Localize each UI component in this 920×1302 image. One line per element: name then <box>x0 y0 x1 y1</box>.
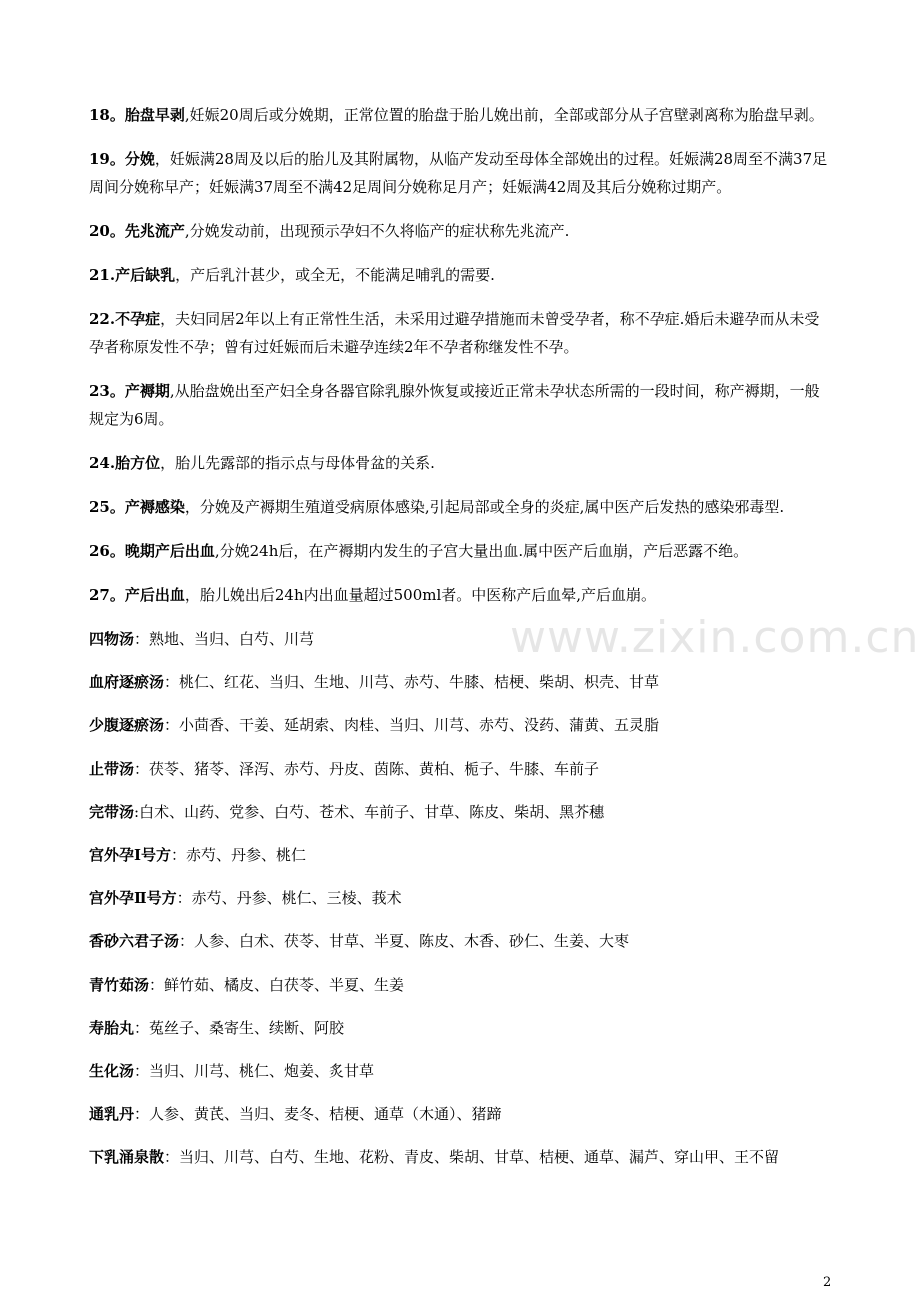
recipe-separator: ： <box>134 1018 150 1037</box>
definition-paragraph <box>89 145 833 201</box>
watermark: www.zixin.com.cn <box>510 612 920 663</box>
recipe-separator: ： <box>164 1148 180 1167</box>
definition-paragraph <box>89 449 833 477</box>
recipe-line <box>89 971 833 999</box>
recipe-herbs: 鲜竹茹、橘皮、白茯苓、半夏、生姜 <box>164 975 405 994</box>
definition-text: ,妊娠20周后或分娩期，正常位置的胎盘于胎儿娩出前，全部或部分从子宫壁剥离称为胎盘早剥。 <box>184 106 824 124</box>
recipe-line <box>89 884 833 912</box>
recipe-separator: ： <box>134 759 150 778</box>
definition-term: 20。先兆流产 <box>89 222 185 240</box>
definition-text: ,从胎盘娩出至产妇全身各器官除乳腺外恢复或接近正常未孕状态所需的一段时间，称产褥期，一般规定为6周。 <box>89 382 820 428</box>
recipe-line <box>89 625 833 653</box>
recipe-line <box>89 927 833 955</box>
recipe-separator: ： <box>164 716 180 735</box>
recipe-name: 宫外孕Ⅰ号方 <box>89 845 172 864</box>
recipe-name: 香砂六君子汤 <box>89 932 180 951</box>
definition-paragraph <box>89 537 833 565</box>
recipe-separator: ： <box>179 932 195 951</box>
recipe-separator: ： <box>176 889 192 908</box>
recipe-herbs: 赤芍、丹参、桃仁 <box>186 845 307 864</box>
definitions-list <box>89 101 833 625</box>
definition-paragraph <box>89 493 833 521</box>
recipe-line <box>89 668 833 696</box>
recipe-herbs: 茯苓、猪苓、泽泻、赤芍、丹皮、茵陈、黄柏、栀子、牛膝、车前子 <box>149 759 600 778</box>
definition-term: 25。产褥感染 <box>89 498 185 516</box>
recipe-line <box>89 1014 833 1042</box>
recipe-herbs: 熟地、当归、白芍、川芎 <box>149 630 315 648</box>
definition-term: 18。胎盘早剥 <box>89 106 185 124</box>
recipe-line <box>89 1057 833 1085</box>
recipe-separator: ： <box>171 845 187 864</box>
recipe-herbs: 当归、川芎、桃仁、炮姜、炙甘草 <box>149 1061 375 1080</box>
definition-paragraph <box>89 261 833 289</box>
recipe-name: 通乳丹 <box>89 1105 135 1124</box>
definition-paragraph <box>89 305 833 361</box>
definition-term: 19。分娩 <box>89 150 155 168</box>
page-content <box>89 101 833 1186</box>
recipe-herbs: 小茴香、干姜、延胡索、肉桂、当归、川芎、赤芍、没药、蒲黄、五灵脂 <box>179 716 660 735</box>
recipe-name: 下乳涌泉散 <box>89 1148 165 1167</box>
recipe-herbs: 人参、白术、茯苓、甘草、半夏、陈皮、木香、砂仁、生姜、大枣 <box>194 932 630 951</box>
definition-text: ，妊娠满28周及以后的胎儿及其附属物，从临产发动至母体全部娩出的过程。妊娠满28周至不满37足周间分娩称早产；妊娠满37周至不满42足周间分娩称足月产；妊娠满42周及其后分娩称过期产。 <box>89 150 828 196</box>
recipe-herbs: 菟丝子、桑寄生、续断、阿胶 <box>149 1018 345 1037</box>
recipe-separator: ： <box>149 975 165 994</box>
definition-term: 24.胎方位 <box>89 454 161 472</box>
recipe-name: 止带汤 <box>89 759 135 778</box>
recipe-name: 完带汤 <box>89 802 135 821</box>
recipe-name: 寿胎丸 <box>89 1018 135 1037</box>
recipe-line <box>89 841 833 869</box>
definition-text: ，夫妇同居2年以上有正常性生活，未采用过避孕措施而未曾受孕者，称不孕症.婚后未避孕而从未受孕者称原发性不孕；曾有过妊娠而后未避孕连续2年不孕者称继发性不孕。 <box>89 310 820 356</box>
definition-term: 21.产后缺乳 <box>89 266 176 284</box>
recipe-name: 少腹逐瘀汤 <box>89 716 165 735</box>
recipe-herbs: 赤芍、丹参、桃仁、三棱、莪术 <box>191 889 402 908</box>
definition-paragraph <box>89 581 833 609</box>
recipe-line <box>89 711 833 739</box>
recipe-herbs: 白术、山药、党参、白芍、苍术、车前子、甘草、陈皮、柴胡、黑芥穗 <box>139 802 605 821</box>
definition-text: ，胎儿先露部的指示点与母体骨盆的关系. <box>160 454 435 472</box>
definition-term: 23。产褥期 <box>89 382 170 400</box>
recipe-name: 生化汤 <box>89 1061 135 1080</box>
definition-paragraph <box>89 217 833 245</box>
recipe-herbs: 桃仁、红花、当归、生地、川芎、赤芍、牛膝、桔梗、柴胡、枳壳、甘草 <box>179 673 660 692</box>
recipe-line <box>89 1100 833 1128</box>
recipe-separator: ： <box>134 1061 150 1080</box>
recipe-separator: ： <box>164 673 180 692</box>
definition-text: ，产后乳汁甚少，或全无，不能满足哺乳的需要. <box>175 266 495 284</box>
definition-term: 26。晚期产后出血 <box>89 542 215 560</box>
definition-text: ，胎儿娩出后24h内出血量超过500ml者。中医称产后血晕,产后血崩。 <box>184 586 657 604</box>
recipe-herbs: 人参、黄芪、当归、麦冬、桔梗、通草（木通）、猪蹄 <box>149 1105 502 1124</box>
definition-text: ，分娩及产褥期生殖道受病原体感染,引起局部或全身的炎症,属中医产后发热的感染邪毒型. <box>184 498 785 516</box>
recipe-line <box>89 798 833 826</box>
recipe-line <box>89 1143 833 1171</box>
definition-term: 22.不孕症 <box>89 310 161 328</box>
definition-term: 27。产后出血 <box>89 586 185 604</box>
recipes-list <box>89 625 833 1171</box>
definition-paragraph <box>89 101 833 129</box>
recipe-herbs: 当归、川芎、白芍、生地、花粉、青皮、柴胡、甘草、桔梗、通草、漏芦、穿山甲、王不留 <box>179 1148 780 1167</box>
recipe-name: 四物汤 <box>89 630 135 648</box>
recipe-line <box>89 755 833 783</box>
definition-text: ,分娩24h后，在产褥期内发生的子宫大量出血.属中医产后血崩，产后恶露不绝。 <box>214 542 749 560</box>
recipe-separator: ： <box>134 1105 150 1124</box>
page-number: 2 <box>823 1275 832 1290</box>
recipe-separator: ： <box>134 630 150 648</box>
recipe-name: 青竹茹汤 <box>89 975 150 994</box>
definition-text: ,分娩发动前，出现预示孕妇不久将临产的症状称先兆流产. <box>184 222 570 240</box>
recipe-name: 血府逐瘀汤 <box>89 673 165 692</box>
recipe-name: 宫外孕Ⅱ号方 <box>89 889 177 908</box>
recipe-separator: : <box>134 802 140 821</box>
definition-paragraph <box>89 377 833 433</box>
